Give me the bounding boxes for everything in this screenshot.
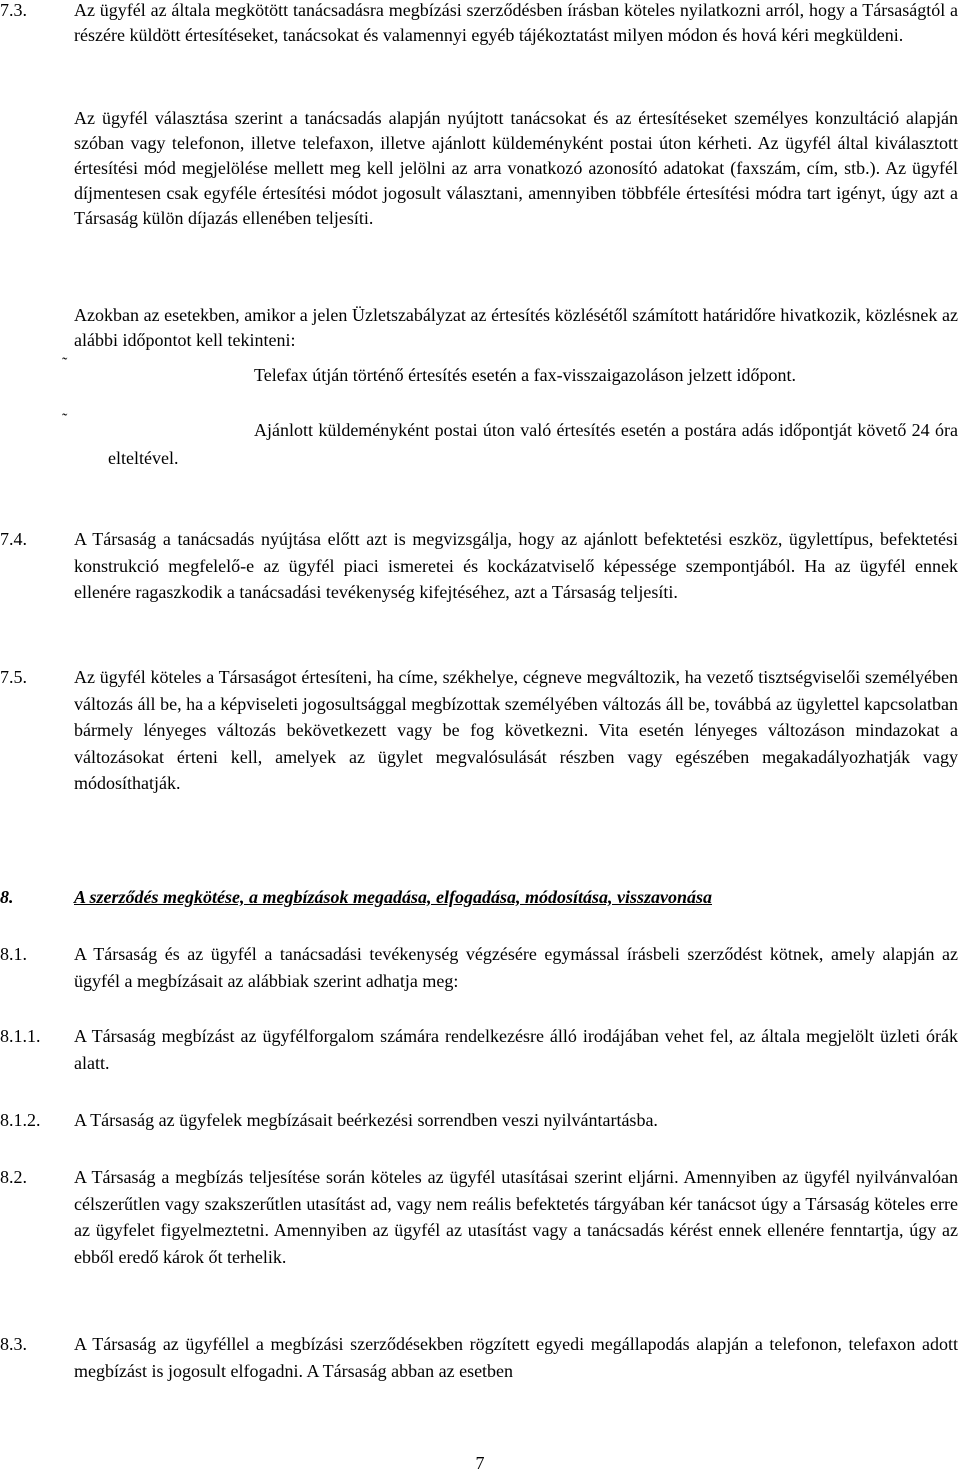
section-number-8-3: 8.3. — [0, 1334, 27, 1354]
section-number-8-1: 8.1. — [0, 944, 27, 964]
bullet-item-postal-text: Ajánlott küldeményként postai úton való értesítés esetén a postára adás időpontját követő 24 óra elteltével. — [108, 420, 958, 468]
section-number-7-3: 7.3. — [0, 0, 27, 20]
bullet-item-postal — [108, 416, 958, 472]
section-number-7-4: 7.4. — [0, 529, 27, 549]
page-number: 7 — [475, 1453, 485, 1473]
section-number-8-1-2: 8.1.2. — [0, 1110, 41, 1130]
section-7-3-paragraph-1: Az ügyfél az általa megkötött tanácsadásra megbízási szerződésben írásban köteles nyilatkozni arról, hogy a Társaságtól a részére küldött értesítéseket, tanácsokat és valamennyi egyéb tájékoztatást milyen módon és hová kéri megküldeni. — [74, 0, 958, 45]
section-7-5-text: Az ügyfél köteles a Társaságot értesíteni, ha címe, székhelye, cégneve megváltozik, ha vezető tisztségviselői személyében változás áll be, ha a képviseleti jogosultsággal megbízottak személyében változás áll be, továbbá az ügylettel kapcsolatban bármely lényeges változás bekövetkezett vagy be fog következni. Vita esetén lényeges változáson mindazokat a változásokat érteni kell, amelyek az ügylet megvalósulását részben vagy egészében megakadályozhatják vagy módosíthatják. — [74, 667, 958, 793]
section-number-7-5: 7.5. — [0, 667, 27, 687]
section-number-8-1-1: 8.1.1. — [0, 1026, 41, 1046]
section-8-1-1-text: A Társaság megbízást az ügyfélforgalom számára rendelkezésre álló irodájában vehet fel, az általa megjelölt üzleti órák alatt. — [74, 1026, 958, 1073]
section-number-8-2: 8.2. — [0, 1167, 27, 1187]
section-7-4-text: A Társaság a tanácsadás nyújtása előtt azt is megvizsgálja, hogy az ajánlott befektetési eszköz, ügylettípus, befektetési konstrukció megfelelő-e az ügyfél piaci ismeretei és kockázatviselő képessége szempontjából. Ha az ügyfél ennek ellenére ragaszkodik a tanácsadási tevékenység kifejtéséhez, azt a Társaság teljesíti. — [74, 529, 958, 602]
chapter-8-title: A szerződés megkötése, a megbízások megadása, elfogadása, módosítása, visszavonása — [74, 887, 712, 907]
section-8-1-text: A Társaság és az ügyfél a tanácsadási tevékenység végzésére egymással írásbeli szerződést kötnek, amely alapján az ügyfél a megbízásait az alábbiak szerint adhatja meg: — [74, 944, 958, 991]
bullet-item-telefax-text: Telefax útján történő értesítés esetén a fax-visszaigazoláson jelzett időpont. — [254, 365, 797, 385]
section-8-2-text: A Társaság a megbízás teljesítése során köteles az ügyfél utasításai szerint eljárni. Amennyiben az ügyfél nyilvánvalóan célszerűtlen vagy szakszerűtlen utasítást ad, vagy nem reális befektetés tárgyában kér tanácsot úgy a Társaság köteles erre az ügyfelet figyelmeztetni. Amennyiben az ügyfél az utasítást vagy a tanácsadás kérést ennek ellenére fenntartja, úgy az ebből eredő károk őt terhelik. — [74, 1167, 958, 1267]
bullet-marker: ˜ — [62, 411, 68, 428]
section-8-3-text: A Társaság az ügyféllel a megbízási szerződésekben rögzített egyedi megállapodás alapján a telefonon, telefaxon adott megbízást is jogosult elfogadni. A Társaság abban az esetben — [74, 1334, 958, 1381]
bullet-item-telefax — [108, 361, 958, 389]
section-7-3-paragraph-3: Azokban az esetekben, amikor a jelen Üzletszabályzat az értesítés közlésétől számított határidőre hivatkozik, közlésnek az alábbi időpontot kell tekinteni: — [74, 305, 958, 350]
section-7-3-paragraph-2: Az ügyfél választása szerint a tanácsadás alapján nyújtott tanácsokat és az értesítéseket személyes konzultáció alapján szóban vagy telefonon, illetve telefaxon, illetve ajánlott küldeményként postai úton kérheti. Az ügyfél által kiválasztott értesítési mód megjelölése mellett meg kell jelölni az arra vonatkozó azonosító adatokat (faxszám, cím, stb.). Az ügyfél díjmentesen csak egyféle értesítési módot jogosult választani, amennyiben többféle értesítési módra tart igényt, úgy azt a Társaság külön díjazás ellenében teljesíti. — [74, 108, 958, 228]
chapter-number-8: 8. — [0, 887, 14, 907]
bullet-marker: ˜ — [62, 355, 68, 372]
section-8-1-2-text: A Társaság az ügyfelek megbízásait beérkezési sorrendben veszi nyilvántartásba. — [74, 1110, 658, 1130]
